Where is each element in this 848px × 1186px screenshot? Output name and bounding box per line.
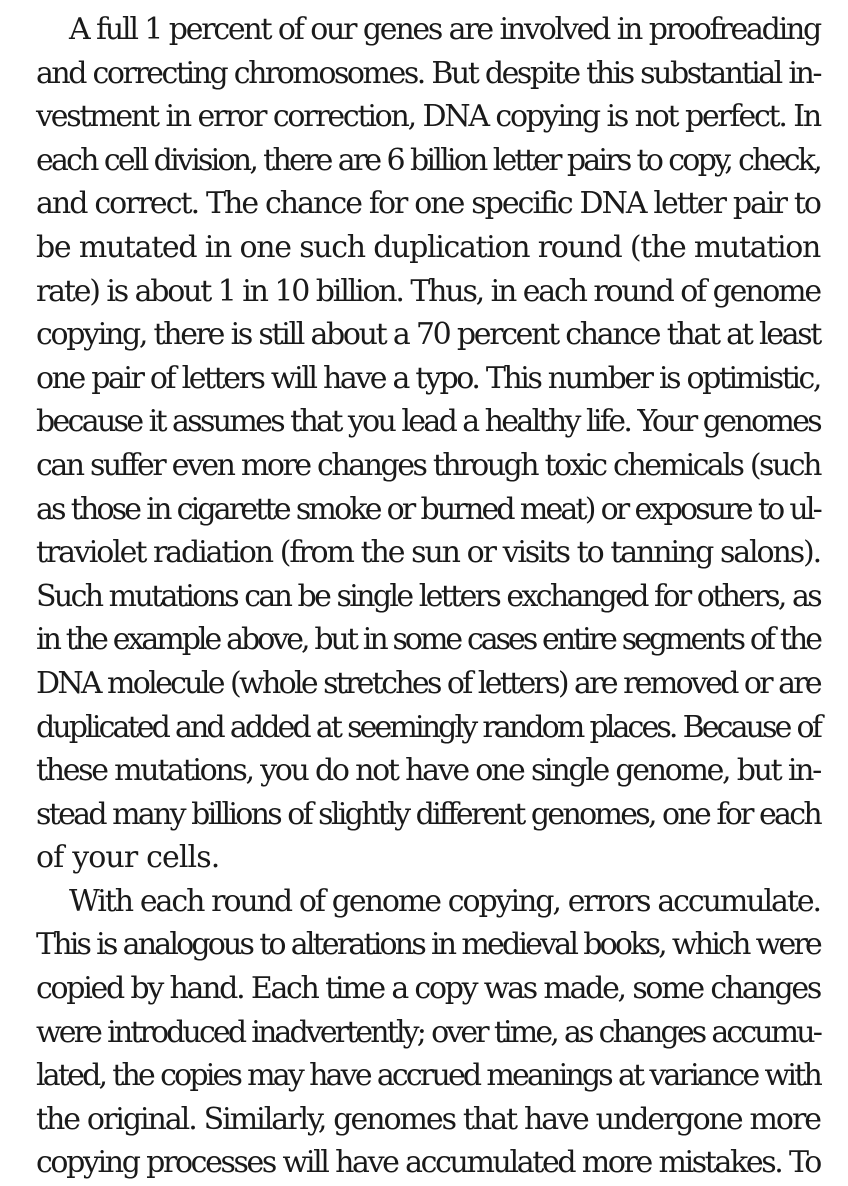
text-line: each cell division, there are 6 billion letter pairs to copy, check,: [36, 142, 820, 178]
text-line: copying processes will have accumulated more mistakes. To: [36, 1145, 820, 1181]
text-line: these mutations, you do not have one single genome, but in-: [36, 753, 820, 789]
text-line: copying, there is still about a 70 percent chance that at least: [36, 317, 820, 353]
text-line: DNA molecule (whole stretches of letters) are removed or are: [36, 665, 820, 701]
text-line: and correct. The chance for one specific DNA letter pair to: [36, 186, 820, 222]
text-line: in the example above, but in some cases entire segments of the: [36, 622, 820, 658]
text-line: as those in cigarette smoke or burned meat) or exposure to ul-: [36, 491, 820, 527]
paragraph-mutations: [36, 8, 820, 880]
text-line: rate) is about 1 in 10 billion. Thus, in each round of genome: [36, 273, 820, 309]
text-line: stead many billions of slightly different genomes, one for each: [36, 796, 820, 832]
text-line: vestment in error correction, DNA copying is not perfect. In: [36, 99, 820, 135]
text-line: lated, the copies may have accrued meanings at variance with: [36, 1058, 820, 1094]
text-line: This is analogous to alterations in medieval books, which were: [36, 927, 820, 963]
text-line: of your cells.: [36, 840, 220, 876]
text-line: one pair of letters will have a typo. This number is optimistic,: [36, 360, 820, 396]
text-line: traviolet radiation (from the sun or visits to tanning salons).: [36, 535, 820, 571]
text-line: were introduced inadvertently; over time, as changes accumu-: [36, 1014, 820, 1050]
paragraph-accumulation: [36, 880, 820, 1185]
text-line: be mutated in one such duplication round (the mutation: [36, 229, 820, 265]
text-line: Such mutations can be single letters exchanged for others, as: [36, 578, 820, 614]
body-text: [36, 8, 820, 1185]
text-line: copied by hand. Each time a copy was made, some changes: [36, 971, 820, 1007]
text-line: A full 1 percent of our genes are involved in proofreading: [69, 12, 820, 47]
text-line: the original. Similarly, genomes that have undergone more: [36, 1101, 820, 1137]
text-line: because it assumes that you lead a healthy life. Your genomes: [36, 404, 820, 440]
text-line: duplicated and added at seemingly random places. Because of: [36, 709, 820, 745]
text-line: and correcting chromosomes. But despite this substantial in-: [36, 55, 820, 91]
text-line: With each round of genome copying, errors accumulate.: [69, 883, 820, 919]
text-line: can suffer even more changes through toxic chemicals (such: [36, 447, 820, 483]
